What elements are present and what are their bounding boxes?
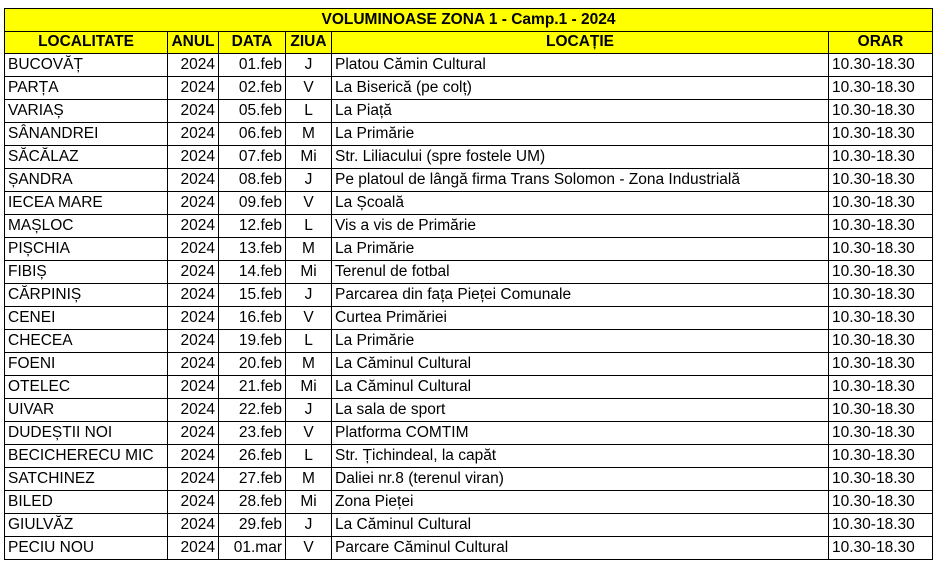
table-row — [5, 192, 933, 215]
table-row — [5, 100, 933, 123]
cell-locatie[interactable]: Platforma COMTIM — [332, 422, 829, 445]
cell-orar[interactable]: 10.30-18.30 — [829, 54, 933, 77]
table-row — [5, 376, 933, 399]
cell-locatie[interactable]: Curtea Primăriei — [332, 307, 829, 330]
cell-anul[interactable]: 2024 — [168, 77, 219, 100]
cell-localitate[interactable]: FIBIȘ — [5, 261, 168, 284]
cell-data[interactable]: 27.feb — [219, 468, 286, 491]
cell-localitate[interactable]: SATCHINEZ — [5, 468, 168, 491]
cell-localitate[interactable]: PARȚA — [5, 77, 168, 100]
cell-localitate[interactable]: MAȘLOC — [5, 215, 168, 238]
cell-anul[interactable]: 2024 — [168, 100, 219, 123]
cell-ziua[interactable]: Mi — [286, 146, 332, 169]
cell-locatie[interactable]: Vis a vis de Primărie — [332, 215, 829, 238]
cell-anul[interactable]: 2024 — [168, 330, 219, 353]
cell-ziua[interactable]: V — [286, 422, 332, 445]
table-row — [5, 146, 933, 169]
table-row — [5, 238, 933, 261]
cell-locatie[interactable]: Parcarea din fața Pieței Comunale — [332, 284, 829, 307]
cell-ziua[interactable]: J — [286, 169, 332, 192]
cell-data[interactable]: 07.feb — [219, 146, 286, 169]
cell-localitate[interactable]: CHECEA — [5, 330, 168, 353]
cell-data[interactable]: 06.feb — [219, 123, 286, 146]
column-header-anul[interactable]: ANUL — [168, 31, 219, 54]
cell-localitate[interactable]: PIȘCHIA — [5, 238, 168, 261]
cell-locatie[interactable]: La Căminul Cultural — [332, 353, 829, 376]
sheet-title: VOLUMINOASE ZONA 1 - Camp.1 - 2024 — [5, 9, 933, 32]
cell-localitate[interactable]: DUDEȘTII NOI — [5, 422, 168, 445]
cell-orar[interactable]: 10.30-18.30 — [829, 330, 933, 353]
cell-ziua[interactable]: M — [286, 353, 332, 376]
cell-orar[interactable]: 10.30-18.30 — [829, 238, 933, 261]
table-row — [5, 514, 933, 537]
cell-locatie[interactable]: La Piață — [332, 100, 829, 123]
table-row — [5, 284, 933, 307]
cell-anul[interactable]: 2024 — [168, 215, 219, 238]
table-row — [5, 422, 933, 445]
cell-data[interactable]: 21.feb — [219, 376, 286, 399]
cell-locatie[interactable]: Daliei nr.8 (terenul viran) — [332, 468, 829, 491]
cell-ziua[interactable]: L — [286, 445, 332, 468]
cell-anul[interactable]: 2024 — [168, 169, 219, 192]
cell-ziua[interactable]: J — [286, 399, 332, 422]
cell-anul[interactable]: 2024 — [168, 284, 219, 307]
title-row — [5, 9, 933, 32]
cell-localitate[interactable]: SĂCĂLAZ — [5, 146, 168, 169]
cell-data[interactable]: 12.feb — [219, 215, 286, 238]
cell-anul[interactable]: 2024 — [168, 468, 219, 491]
cell-locatie[interactable]: Zona Pieței — [332, 491, 829, 514]
cell-ziua[interactable]: V — [286, 192, 332, 215]
cell-data[interactable]: 13.feb — [219, 238, 286, 261]
table-row — [5, 445, 933, 468]
cell-ziua[interactable]: J — [286, 284, 332, 307]
column-header-locatie[interactable]: LOCAȚIE — [332, 31, 829, 54]
cell-anul[interactable]: 2024 — [168, 353, 219, 376]
cell-data[interactable]: 02.feb — [219, 77, 286, 100]
cell-anul[interactable]: 2024 — [168, 307, 219, 330]
cell-locatie[interactable]: La Biserică (pe colț) — [332, 77, 829, 100]
cell-data[interactable]: 23.feb — [219, 422, 286, 445]
cell-anul[interactable]: 2024 — [168, 146, 219, 169]
cell-anul[interactable]: 2024 — [168, 192, 219, 215]
cell-data[interactable]: 26.feb — [219, 445, 286, 468]
cell-locatie[interactable]: Terenul de fotbal — [332, 261, 829, 284]
cell-data[interactable]: 14.feb — [219, 261, 286, 284]
table-row — [5, 399, 933, 422]
cell-orar[interactable]: 10.30-18.30 — [829, 514, 933, 537]
table-row — [5, 307, 933, 330]
table-row — [5, 215, 933, 238]
cell-orar[interactable]: 10.30-18.30 — [829, 307, 933, 330]
cell-locatie[interactable]: La sala de sport — [332, 399, 829, 422]
cell-data[interactable]: 19.feb — [219, 330, 286, 353]
column-header-localitate[interactable]: LOCALITATE — [5, 31, 168, 54]
cell-anul[interactable]: 2024 — [168, 514, 219, 537]
cell-localitate[interactable]: BECICHERECU MIC — [5, 445, 168, 468]
cell-anul[interactable]: 2024 — [168, 399, 219, 422]
cell-locatie[interactable]: Str. Țichindeal, la capăt — [332, 445, 829, 468]
cell-ziua[interactable]: M — [286, 123, 332, 146]
cell-locatie[interactable]: La Școală — [332, 192, 829, 215]
cell-locatie[interactable]: Str. Liliacului (spre fostele UM) — [332, 146, 829, 169]
cell-anul[interactable]: 2024 — [168, 238, 219, 261]
cell-locatie[interactable]: La Primărie — [332, 238, 829, 261]
cell-anul[interactable]: 2024 — [168, 422, 219, 445]
schedule-table — [4, 8, 933, 560]
cell-localitate[interactable]: GIULVĂZ — [5, 514, 168, 537]
cell-data[interactable]: 16.feb — [219, 307, 286, 330]
table-row — [5, 537, 933, 560]
cell-ziua[interactable]: L — [286, 100, 332, 123]
cell-orar[interactable]: 10.30-18.30 — [829, 353, 933, 376]
cell-orar[interactable]: 10.30-18.30 — [829, 77, 933, 100]
cell-data[interactable]: 01.mar — [219, 537, 286, 560]
column-header-orar[interactable]: ORAR — [829, 31, 933, 54]
cell-locatie[interactable]: La Primărie — [332, 330, 829, 353]
cell-ziua[interactable]: L — [286, 330, 332, 353]
cell-ziua[interactable]: V — [286, 537, 332, 560]
column-header-ziua[interactable]: ZIUA — [286, 31, 332, 54]
cell-locatie[interactable]: Parcare Căminul Cultural — [332, 537, 829, 560]
cell-localitate[interactable]: IECEA MARE — [5, 192, 168, 215]
table-row — [5, 54, 933, 77]
cell-anul[interactable]: 2024 — [168, 376, 219, 399]
cell-ziua[interactable]: Mi — [286, 491, 332, 514]
cell-data[interactable]: 08.feb — [219, 169, 286, 192]
cell-orar[interactable]: 10.30-18.30 — [829, 261, 933, 284]
cell-localitate[interactable]: BILED — [5, 491, 168, 514]
cell-orar[interactable]: 10.30-18.30 — [829, 445, 933, 468]
cell-ziua[interactable]: J — [286, 54, 332, 77]
cell-locatie[interactable]: La Căminul Cultural — [332, 376, 829, 399]
table-row — [5, 330, 933, 353]
table-row — [5, 491, 933, 514]
cell-localitate[interactable]: UIVAR — [5, 399, 168, 422]
cell-localitate[interactable]: CĂRPINIȘ — [5, 284, 168, 307]
cell-anul[interactable]: 2024 — [168, 123, 219, 146]
cell-orar[interactable]: 10.30-18.30 — [829, 192, 933, 215]
cell-data[interactable]: 05.feb — [219, 100, 286, 123]
cell-anul[interactable]: 2024 — [168, 445, 219, 468]
cell-ziua[interactable]: J — [286, 514, 332, 537]
cell-orar[interactable]: 10.30-18.30 — [829, 146, 933, 169]
cell-orar[interactable]: 10.30-18.30 — [829, 491, 933, 514]
cell-data[interactable]: 15.feb — [219, 284, 286, 307]
cell-localitate[interactable]: OTELEC — [5, 376, 168, 399]
table-row — [5, 169, 933, 192]
cell-locatie[interactable]: La Primărie — [332, 123, 829, 146]
cell-localitate[interactable]: FOENI — [5, 353, 168, 376]
cell-orar[interactable]: 10.30-18.30 — [829, 215, 933, 238]
cell-localitate[interactable]: SÂNANDREI — [5, 123, 168, 146]
table-row — [5, 261, 933, 284]
cell-data[interactable]: 29.feb — [219, 514, 286, 537]
cell-orar[interactable]: 10.30-18.30 — [829, 422, 933, 445]
cell-ziua[interactable]: Mi — [286, 376, 332, 399]
table-row — [5, 77, 933, 100]
cell-data[interactable]: 01.feb — [219, 54, 286, 77]
cell-localitate[interactable]: ȘANDRA — [5, 169, 168, 192]
table-row — [5, 353, 933, 376]
cell-ziua[interactable]: M — [286, 468, 332, 491]
table-row — [5, 468, 933, 491]
cell-orar[interactable]: 10.30-18.30 — [829, 100, 933, 123]
cell-ziua[interactable]: V — [286, 77, 332, 100]
cell-ziua[interactable]: V — [286, 307, 332, 330]
cell-localitate[interactable]: CENEI — [5, 307, 168, 330]
cell-data[interactable]: 09.feb — [219, 192, 286, 215]
cell-data[interactable]: 22.feb — [219, 399, 286, 422]
table-row — [5, 123, 933, 146]
cell-locatie[interactable]: Platou Cămin Cultural — [332, 54, 829, 77]
cell-localitate[interactable]: VARIAȘ — [5, 100, 168, 123]
cell-localitate[interactable]: BUCOVĂȚ — [5, 54, 168, 77]
cell-orar[interactable]: 10.30-18.30 — [829, 376, 933, 399]
cell-orar[interactable]: 10.30-18.30 — [829, 399, 933, 422]
cell-data[interactable]: 20.feb — [219, 353, 286, 376]
cell-orar[interactable]: 10.30-18.30 — [829, 284, 933, 307]
cell-anul[interactable]: 2024 — [168, 54, 219, 77]
cell-anul[interactable]: 2024 — [168, 537, 219, 560]
cell-orar[interactable]: 10.30-18.30 — [829, 123, 933, 146]
cell-ziua[interactable]: L — [286, 215, 332, 238]
cell-ziua[interactable]: M — [286, 238, 332, 261]
cell-orar[interactable]: 10.30-18.30 — [829, 468, 933, 491]
header-row — [5, 31, 933, 54]
cell-anul[interactable]: 2024 — [168, 261, 219, 284]
cell-ziua[interactable]: Mi — [286, 261, 332, 284]
cell-orar[interactable]: 10.30-18.30 — [829, 169, 933, 192]
cell-localitate[interactable]: PECIU NOU — [5, 537, 168, 560]
cell-locatie[interactable]: La Căminul Cultural — [332, 514, 829, 537]
cell-locatie[interactable]: Pe platoul de lângă firma Trans Solomon - Zona Industrială — [332, 169, 829, 192]
cell-data[interactable]: 28.feb — [219, 491, 286, 514]
cell-orar[interactable]: 10.30-18.30 — [829, 537, 933, 560]
cell-anul[interactable]: 2024 — [168, 491, 219, 514]
column-header-data[interactable]: DATA — [219, 31, 286, 54]
table-body — [5, 54, 933, 560]
